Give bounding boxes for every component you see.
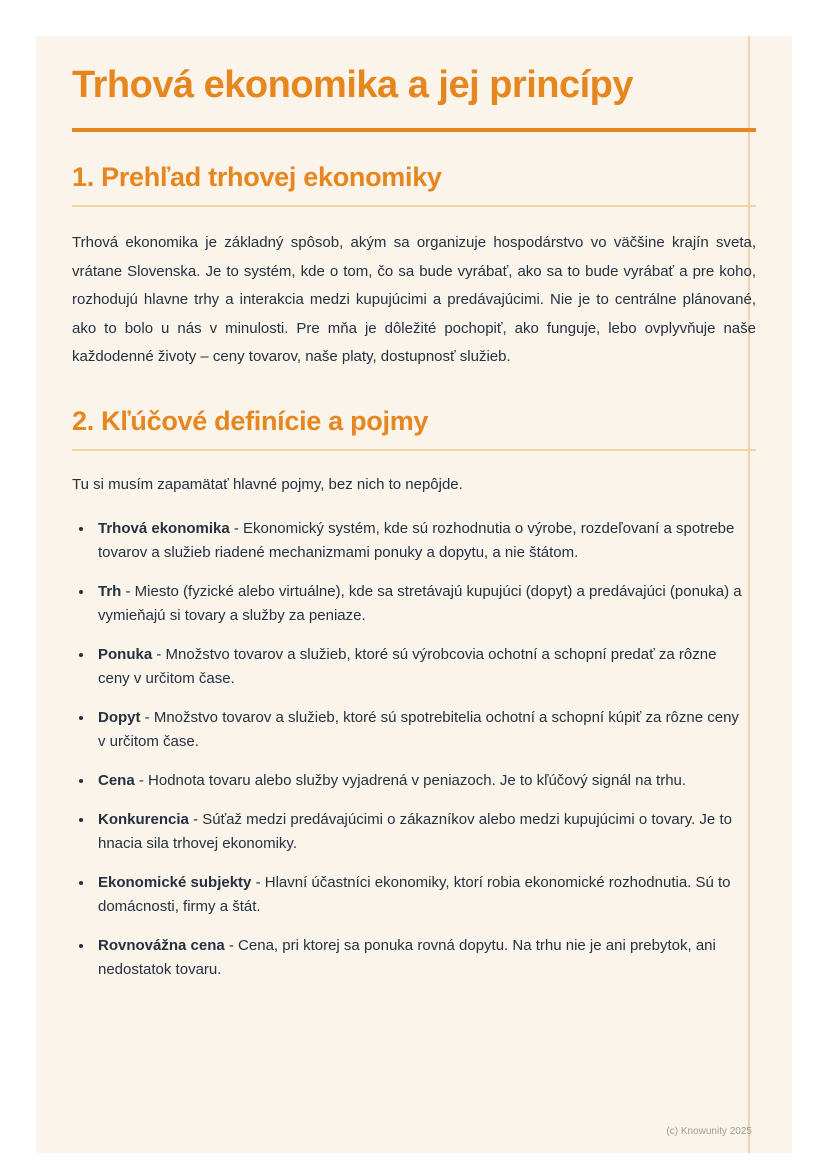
page-content: [36, 36, 792, 982]
term-label: Cena: [98, 771, 135, 789]
section-overview: [72, 162, 756, 372]
list-item: [94, 769, 744, 793]
term-definition: - Hlavní účastníci ekonomiky, ktorí robia ekonomické rozhodnutia. Sú to domácnosti, firmy a štát.: [98, 873, 731, 915]
term-label: Konkurencia: [98, 810, 189, 828]
term-label: Rovnovážna cena: [98, 936, 225, 954]
term-label: Trhová ekonomika: [98, 519, 230, 537]
document-page: [36, 36, 792, 1153]
term-definition: - Množstvo tovarov a služieb, ktoré sú spotrebitelia ochotní a schopní kúpiť za rôzne ceny v určitom čase.: [98, 708, 739, 750]
term-label: Ekonomické subjekty: [98, 873, 252, 891]
term-definition: - Súťaž medzi predávajúcimi o zákazníkov alebo medzi kupujúcimi o tovary. Je to hnacia sila trhovej ekonomiky.: [98, 810, 732, 852]
term-label: Trh: [98, 582, 122, 600]
section-heading-overview: 1. Prehľad trhovej ekonomiky: [72, 162, 756, 207]
definitions-list: [72, 517, 756, 982]
overview-paragraph: Trhová ekonomika je základný spôsob, akým sa organizuje hospodárstvo vo väčšine krajín sveta, vrátane Slovenska. Je to systém, kde o tom, čo sa bude vyrábať, ako sa to bude vyrábať a pre koho, rozhodujú hlavne trhy a interakcia medzi kupujúcimi a predávajúcimi. Nie je to centrálne plánované, ako to bolo u nás v minulosti. Pre mňa je dôležité pochopiť, ako funguje, lebo ovplyvňuje naše každodenné životy – ceny tovarov, naše platy, dostupnosť služieb.: [72, 234, 756, 366]
term-definition: - Ekonomický systém, kde sú rozhodnutia o výrobe, rozdeľovaní a spotrebe tovarov a služieb riadené mechanizmami ponuky a dopytu, a nie štátom.: [98, 519, 735, 561]
list-item: [94, 871, 744, 919]
term-definition: - Množstvo tovarov a služieb, ktoré sú výrobcovia ochotní a schopní predať za rôzne ceny v určitom čase.: [98, 645, 717, 687]
section-heading-definitions: 2. Kľúčové definície a pojmy: [72, 406, 756, 451]
list-item: [94, 643, 744, 691]
term-definition: - Cena, pri ktorej sa ponuka rovná dopytu. Na trhu nie je ani prebytok, ani nedostatok tovaru.: [98, 936, 716, 978]
list-item: [94, 580, 744, 628]
term-definition: - Hodnota tovaru alebo služby vyjadrená v peniazoch. Je to kľúčový signál na trhu.: [138, 771, 687, 789]
section-definitions: [72, 406, 756, 982]
copyright-notice: (c) Knowunity 2025: [666, 1126, 752, 1137]
term-definition: - Miesto (fyzické alebo virtuálne), kde sa stretávajú kupujúci (dopyt) a predávajúci (ponuka) a vymieňajú si tovary a služby za peniaze.: [98, 582, 742, 624]
list-item: [94, 808, 744, 856]
list-item: [94, 706, 744, 754]
page-title: Trhová ekonomika a jej princípy: [72, 64, 634, 106]
term-label: Dopyt: [98, 708, 141, 726]
term-label: Ponuka: [98, 645, 153, 663]
list-item: [94, 934, 744, 982]
definitions-intro: Tu si musím zapamätať hlavné pojmy, bez nich to nepôjde.: [72, 475, 463, 493]
title-divider: [72, 128, 756, 132]
list-item: [94, 517, 744, 565]
